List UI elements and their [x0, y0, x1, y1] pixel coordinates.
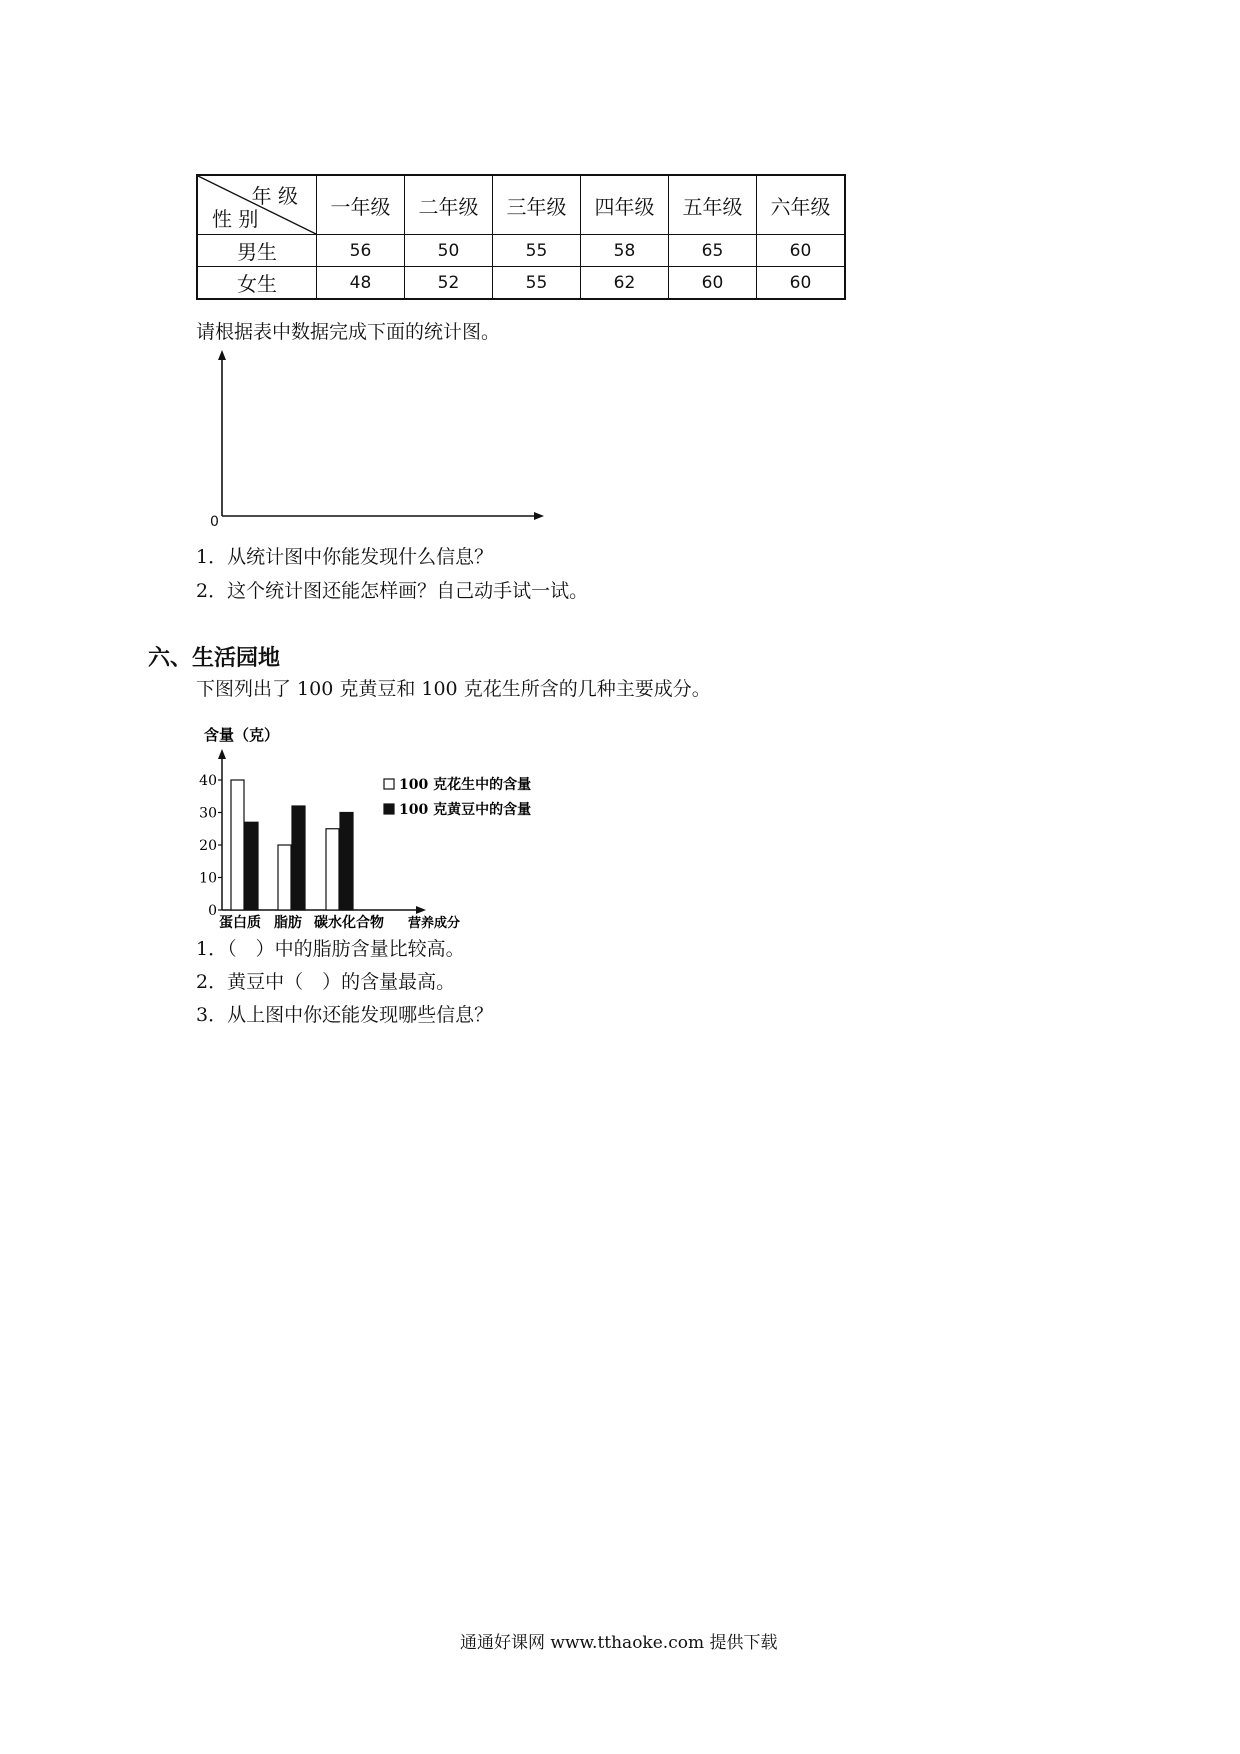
y-tick-label: 0 [208, 903, 217, 919]
question-2-1: 1．（ ）中的脂肪含量比较高。 [196, 938, 465, 960]
y-axis-arrow [218, 749, 226, 759]
table-corner-cell [197, 175, 317, 235]
y-tick-label: 10 [199, 870, 217, 887]
table-cell: 48 [317, 267, 405, 300]
grade-header: 一年级 [317, 175, 405, 235]
table-header-row [197, 175, 845, 235]
table-cell: 62 [581, 267, 669, 300]
section-title: 六、生活园地 [148, 645, 281, 671]
grade-header: 四年级 [581, 175, 669, 235]
table-cell: 60 [757, 235, 846, 267]
legend-label: 100 克花生中的含量 [399, 777, 532, 793]
question-2-3: 3．从上图中你还能发现哪些信息？ [196, 1004, 494, 1026]
table-cell: 58 [581, 235, 669, 267]
table-cell: 60 [757, 267, 846, 300]
grade-table [196, 174, 846, 300]
question-1-1: 1．从统计图中你能发现什么信息？ [196, 546, 494, 568]
x-axis-title: 营养成分 [408, 916, 461, 931]
bar [292, 806, 305, 910]
y-tick-label: 40 [199, 773, 217, 789]
table-cell: 50 [405, 235, 493, 267]
legend-swatch [384, 804, 394, 814]
table-row-boys [197, 235, 845, 267]
grade-header: 三年级 [493, 175, 581, 235]
category-label: 脂肪 [274, 915, 302, 931]
category-label: 碳水化合物 [314, 915, 384, 931]
category-label: 蛋白质 [219, 915, 261, 931]
blank-y-arrow [218, 350, 226, 360]
table-cell: 60 [669, 267, 757, 300]
bar [245, 822, 258, 910]
bar [231, 780, 244, 910]
section-intro: 下图列出了 100 克黄豆和 100 克花生所含的几种主要成分。 [196, 678, 711, 700]
blank-chart-axes [200, 348, 550, 528]
footer-text: 通通好课网 www.tthaoke.com 提供下载 [460, 1633, 778, 1653]
blank-x-arrow [534, 512, 544, 520]
corner-top-label: 年 级 [251, 184, 298, 208]
y-axis-title: 含量（克） [204, 726, 280, 744]
legend-label: 100 克黄豆中的含量 [399, 802, 532, 818]
table-cell: 55 [493, 235, 581, 267]
instruction-text: 请根据表中数据完成下面的统计图。 [196, 321, 501, 343]
legend-swatch [384, 779, 394, 789]
table-cell: 55 [493, 267, 581, 300]
row-label: 男生 [197, 235, 317, 267]
nutrient-bar-chart [196, 725, 532, 935]
blank-origin-label: 0 [210, 514, 219, 530]
y-tick-label: 30 [199, 805, 217, 822]
bar [278, 845, 291, 910]
grade-header: 二年级 [405, 175, 493, 235]
question-2-2: 2．黄豆中（ ）的含量最高。 [196, 971, 456, 993]
question-1-2: 2．这个统计图还能怎样画？自己动手试一试。 [196, 580, 589, 602]
table-cell: 56 [317, 235, 405, 267]
corner-bottom-label: 性 别 [212, 207, 259, 231]
bar [326, 829, 339, 910]
grade-header: 六年级 [757, 175, 846, 235]
bar [340, 813, 353, 911]
table-cell: 65 [669, 235, 757, 267]
table-cell: 52 [405, 267, 493, 300]
y-tick-label: 20 [199, 838, 217, 854]
row-label: 女生 [197, 267, 317, 300]
table-row-girls [197, 267, 845, 300]
grade-header: 五年级 [669, 175, 757, 235]
x-axis-arrow [416, 906, 426, 914]
